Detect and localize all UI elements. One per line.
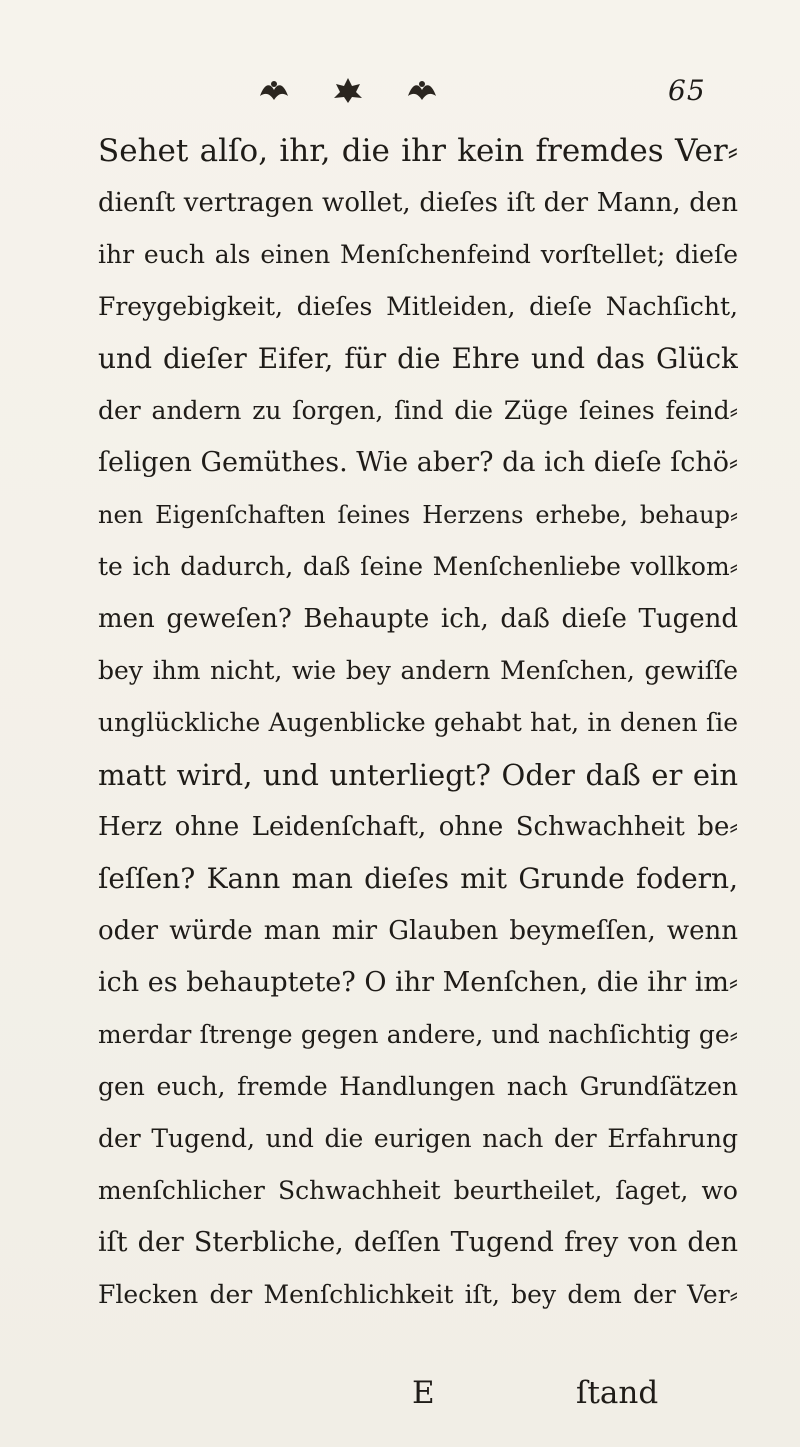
body-text	[98, 125, 738, 1321]
page-header	[0, 70, 800, 120]
text-line: ich es behauptete? O ihr Menſchen, die ihr im⸗	[98, 967, 738, 998]
text-line: bey ihm nicht, wie bey andern Menſchen, gewiſſe	[98, 656, 738, 685]
text-line: gen euch, fremde Handlungen nach Grundſätzen	[98, 1072, 738, 1101]
text-line: menſchlicher Schwachheit beurtheilet, ſaget, wo	[98, 1176, 738, 1205]
page-footer	[0, 1375, 800, 1425]
text-line: Freygebigkeit, dieſes Mitleiden, dieſe Nachſicht,	[98, 292, 738, 321]
page-number: 65	[668, 74, 706, 107]
text-line: dienſt vertragen wollet, dieſes iſt der Mann, den	[98, 188, 738, 218]
text-line: der Tugend, und die eurigen nach der Erfahrung	[98, 1124, 738, 1153]
text-line: Flecken der Menſchlichkeit iſt, bey dem der Ver⸗	[98, 1280, 738, 1309]
text-line: ſeligen Gemüthes. Wie aber? da ich dieſe ſchö⸗	[98, 447, 738, 478]
text-line: men geweſen? Behaupte ich, daß dieſe Tugend	[98, 604, 738, 634]
fleuron-right-icon	[404, 76, 440, 104]
header-ornaments	[256, 76, 440, 104]
text-line: Sehet alſo, ihr, die ihr kein fremdes Ver⸗	[98, 133, 738, 169]
text-line: der andern zu ſorgen, ſind die Züge ſeines feind⸗	[98, 396, 738, 425]
fleuron-left-icon	[256, 76, 292, 104]
text-line: iſt der Sterbliche, deſſen Tugend frey von den	[98, 1227, 738, 1258]
text-line: merdar ſtrenge gegen andere, und nachſichtig ge⸗	[98, 1020, 738, 1049]
catchword: ſtand	[576, 1375, 659, 1411]
text-line: und dieſer Eifer, für die Ehre und das Glück	[98, 342, 738, 375]
text-line: oder würde man mir Glauben beymeſſen, wenn	[98, 916, 738, 946]
signature-mark: E	[412, 1375, 435, 1411]
text-line: ihr euch als einen Menſchenfeind vorſtellet; dieſe	[98, 240, 738, 269]
text-line: nen Eigenſchaften ſeines Herzens erhebe, behaup⸗	[98, 501, 738, 529]
text-line: te ich dadurch, daß ſeine Menſchenliebe vollkom⸗	[98, 552, 738, 581]
text-line: Herz ohne Leidenſchaft, ohne Schwachheit be⸗	[98, 812, 738, 842]
text-line: ſeſſen? Kann man dieſes mit Grunde fodern,	[98, 862, 738, 895]
fleuron-center-icon	[330, 76, 366, 104]
text-line: matt wird, und unterliegt? Oder daß er ein	[98, 758, 738, 792]
text-line: unglückliche Augenblicke gehabt hat, in denen ſie	[98, 708, 738, 737]
